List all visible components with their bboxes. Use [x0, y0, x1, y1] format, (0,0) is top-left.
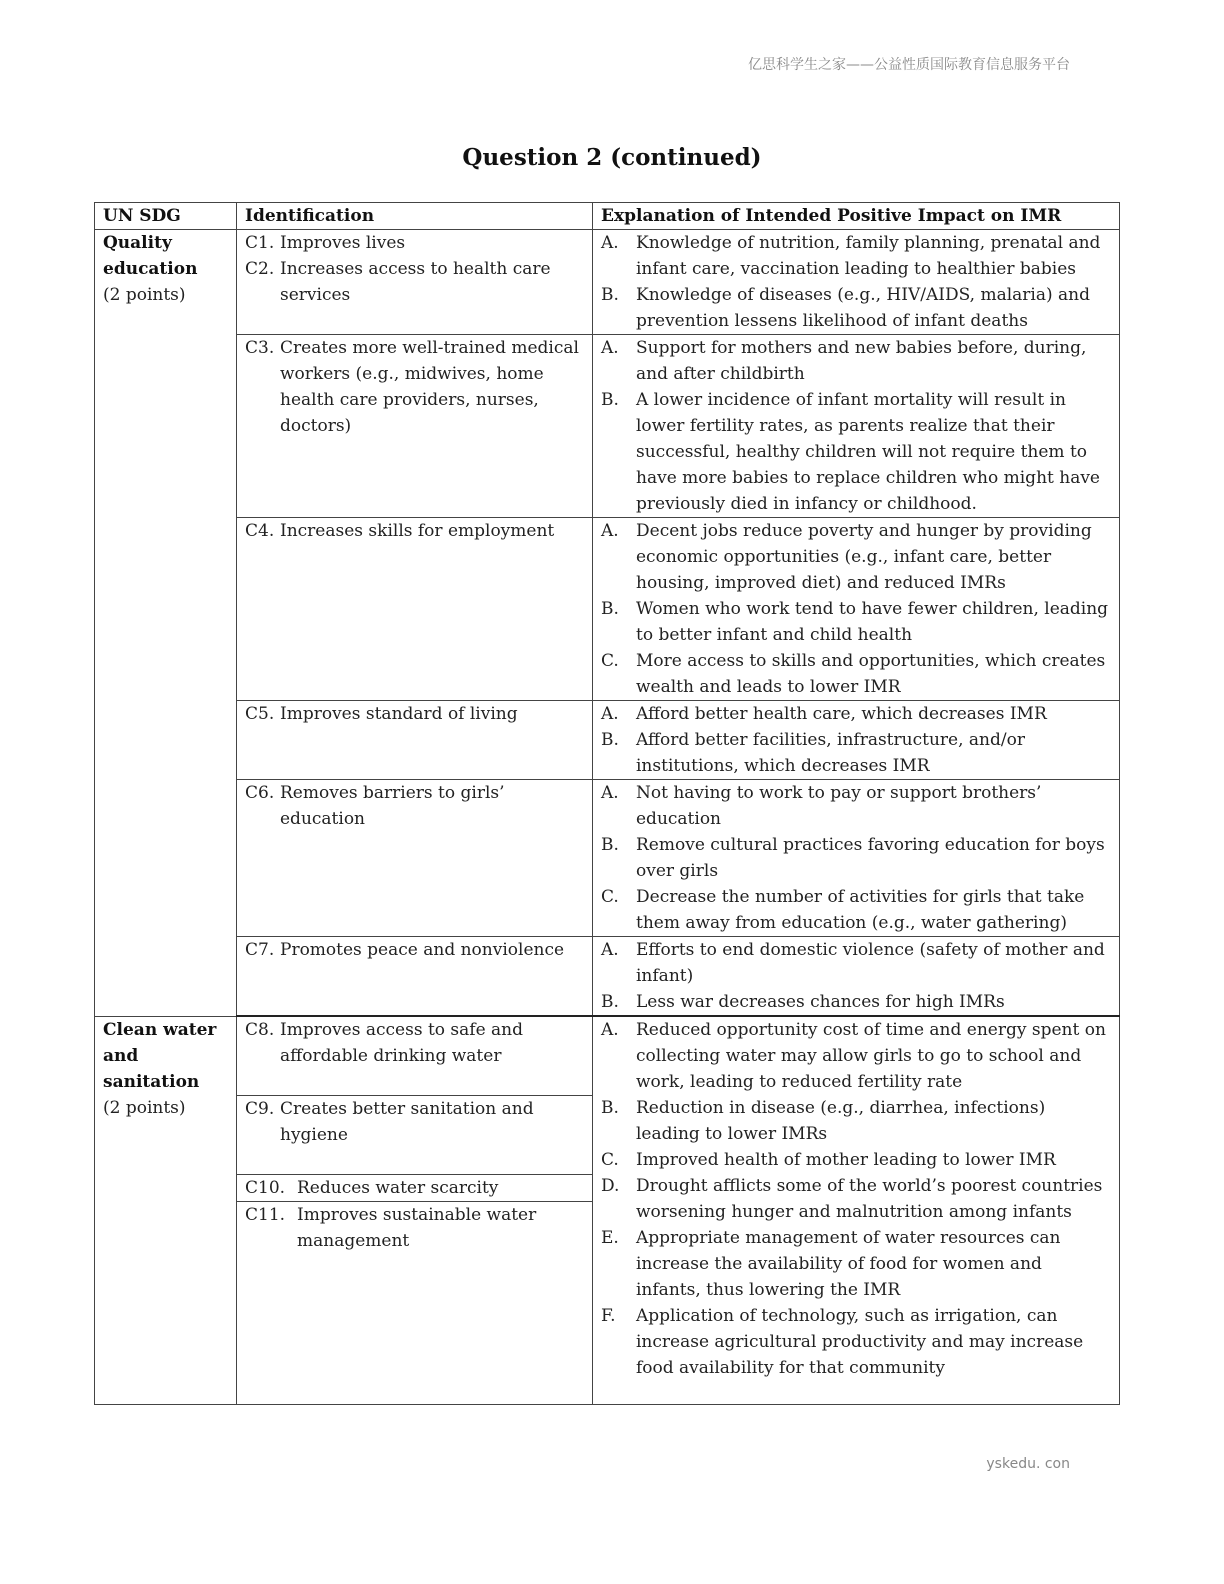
explanation-item [601, 884, 1111, 936]
item-text: Improves access to safe and affordable drinking water [280, 1020, 524, 1066]
sdg-table [94, 202, 1120, 1405]
item-label: C9. [245, 1099, 275, 1119]
item-text: Efforts to end domestic violence (safety of mother and infant) [636, 940, 1105, 986]
identification-item [245, 701, 584, 727]
item-label: C6. [245, 783, 275, 803]
item-label: A. [601, 783, 619, 803]
item-label: C. [601, 651, 619, 671]
item-text: Knowledge of diseases (e.g., HIV/AIDS, malaria) and prevention lessens likelihood of infant deaths [636, 285, 1090, 331]
explanation-item [601, 832, 1111, 884]
item-text: Women who work tend to have fewer children, leading to better infant and child health [636, 599, 1109, 645]
explanation-item [601, 648, 1111, 700]
item-text: More access to skills and opportunities, which creates wealth and leads to lower IMR [636, 651, 1106, 697]
item-text: Improves sustainable water management [297, 1205, 537, 1251]
item-label: B. [601, 599, 619, 619]
table-row [95, 230, 1120, 335]
explanation-cell [593, 780, 1120, 937]
sdg-name: Clean water and sanitation [103, 1019, 217, 1092]
explanation-item [601, 989, 1111, 1015]
item-label: A. [601, 1020, 619, 1040]
item-text: Reduced opportunity cost of time and energy spent on collecting water may allow girls to go to school and work, leading to reduced fertility rate [636, 1020, 1106, 1092]
explanation-item [601, 727, 1111, 779]
table-row [95, 701, 1120, 780]
item-label: C11. [245, 1205, 286, 1225]
explanation-item [601, 1095, 1111, 1147]
explanation-item [601, 518, 1111, 596]
explanation-item [601, 780, 1111, 832]
item-label: A. [601, 704, 619, 724]
identification-item [237, 1201, 592, 1254]
item-text: Remove cultural practices favoring education for boys over girls [636, 835, 1105, 881]
explanation-item [601, 1017, 1111, 1095]
explanation-item [601, 282, 1111, 334]
item-label: C2. [245, 259, 275, 279]
item-label: F. [601, 1306, 616, 1326]
table-header-row [95, 203, 1120, 230]
item-text: Less war decreases chances for high IMRs [636, 992, 1005, 1012]
item-text: Creates more well-trained medical workers (e.g., midwives, home health care providers, nurses, doctors) [280, 338, 579, 436]
item-text: Drought afflicts some of the world’s poorest countries worsening hunger and malnutrition among infants [636, 1176, 1103, 1222]
item-text: Knowledge of nutrition, family planning, prenatal and infant care, vaccination leading to healthier babies [636, 233, 1101, 279]
item-text: Not having to work to pay or support brothers’ education [636, 783, 1042, 829]
explanation-cell [593, 1016, 1120, 1405]
item-label: D. [601, 1176, 620, 1196]
header-note: 亿思科学生之家——公益性质国际教育信息服务平台 [748, 57, 1070, 73]
explanation-item [601, 596, 1111, 648]
item-text: Afford better facilities, infrastructure, and/or institutions, which decreases IMR [636, 730, 1025, 776]
identification-item [245, 1017, 584, 1095]
item-text: Appropriate management of water resources can increase the availability of food for women and infants, thus lowering the IMR [636, 1228, 1061, 1300]
explanation-item [601, 335, 1111, 387]
explanation-cell [593, 518, 1120, 701]
item-text: Promotes peace and nonviolence [280, 940, 565, 960]
item-label: B. [601, 1098, 619, 1118]
table-row [95, 1016, 1120, 1405]
identification-cell [237, 780, 593, 937]
explanation-item [601, 230, 1111, 282]
identification-cell [237, 701, 593, 780]
identification-item [237, 1095, 592, 1174]
item-text: Creates better sanitation and hygiene [280, 1099, 534, 1145]
explanation-cell [593, 230, 1120, 335]
item-text: Improved health of mother leading to lower IMR [636, 1150, 1056, 1170]
item-text: Support for mothers and new babies before, during, and after childbirth [636, 338, 1087, 384]
identification-item [245, 230, 584, 256]
explanation-item [601, 1225, 1111, 1303]
item-text: Decrease the number of activities for girls that take them away from education (e.g., water gathering) [636, 887, 1085, 933]
sdg-name: Quality education [103, 233, 198, 279]
identification-cell [237, 1016, 593, 1405]
identification-cell [237, 230, 593, 335]
item-label: A. [601, 521, 619, 541]
identification-item [245, 256, 584, 308]
page-title: Question 2 (continued) [462, 144, 762, 171]
item-text: Reduction in disease (e.g., diarrhea, infections) leading to lower IMRs [636, 1098, 1046, 1144]
item-label: C10. [245, 1178, 286, 1198]
item-label: C8. [245, 1020, 275, 1040]
table-row [95, 780, 1120, 937]
item-text: Decent jobs reduce poverty and hunger by providing economic opportunities (e.g., infant care, better housing, improved diet) and reduced IMRs [636, 521, 1092, 593]
item-text: Application of technology, such as irrigation, can increase agricultural productivity and may increase food availability for that community [636, 1306, 1084, 1378]
explanation-item [601, 1303, 1111, 1381]
item-label: C1. [245, 233, 275, 253]
item-label: C7. [245, 940, 275, 960]
explanation-cell [593, 701, 1120, 780]
item-label: B. [601, 390, 619, 410]
item-text: Increases access to health care services [280, 259, 551, 305]
item-label: B. [601, 992, 619, 1012]
item-label: C5. [245, 704, 275, 724]
explanation-cell [593, 335, 1120, 518]
sdg-points: (2 points) [103, 285, 186, 305]
item-label: C. [601, 1150, 619, 1170]
item-label: C4. [245, 521, 275, 541]
identification-item [237, 1174, 592, 1201]
item-label: B. [601, 285, 619, 305]
identification-cell [237, 335, 593, 518]
identification-cell [237, 937, 593, 1017]
identification-item [245, 780, 584, 832]
table-row [95, 518, 1120, 701]
explanation-item [601, 1173, 1111, 1225]
item-label: A. [601, 233, 619, 253]
header-un-sdg: UN SDG [95, 203, 237, 230]
header-explanation: Explanation of Intended Positive Impact on IMR [593, 203, 1120, 230]
item-label: C3. [245, 338, 275, 358]
identification-item [245, 937, 584, 963]
identification-item [245, 518, 584, 544]
item-label: B. [601, 730, 619, 750]
item-text: Afford better health care, which decreases IMR [636, 704, 1047, 724]
explanation-item [601, 937, 1111, 989]
item-text: Increases skills for employment [280, 521, 555, 541]
item-text: Reduces water scarcity [297, 1178, 499, 1198]
item-label: C. [601, 887, 619, 907]
item-label: B. [601, 835, 619, 855]
table-row [95, 335, 1120, 518]
explanation-item [601, 1147, 1111, 1173]
header-identification: Identification [237, 203, 593, 230]
sdg-points: (2 points) [103, 1097, 186, 1118]
item-label: A. [601, 338, 619, 358]
item-text: Removes barriers to girls’ education [280, 783, 505, 829]
item-text: Improves standard of living [280, 704, 518, 724]
explanation-item [601, 701, 1111, 727]
sdg-cell-clean-water [95, 1016, 237, 1405]
explanation-cell [593, 937, 1120, 1017]
sdg-cell-quality-education [95, 230, 237, 1017]
identification-cell [237, 518, 593, 701]
identification-item [245, 335, 584, 439]
explanation-item [601, 387, 1111, 517]
footer-note: yskedu. con [986, 1456, 1070, 1472]
item-text: A lower incidence of infant mortality will result in lower fertility rates, as parents realize that their successful, healthy children will not require them to have more babies to replace children who might have previously died in infancy or childhood. [636, 390, 1100, 514]
item-text: Improves lives [280, 233, 406, 253]
item-label: A. [601, 940, 619, 960]
item-label: E. [601, 1228, 619, 1248]
table-row [95, 937, 1120, 1017]
